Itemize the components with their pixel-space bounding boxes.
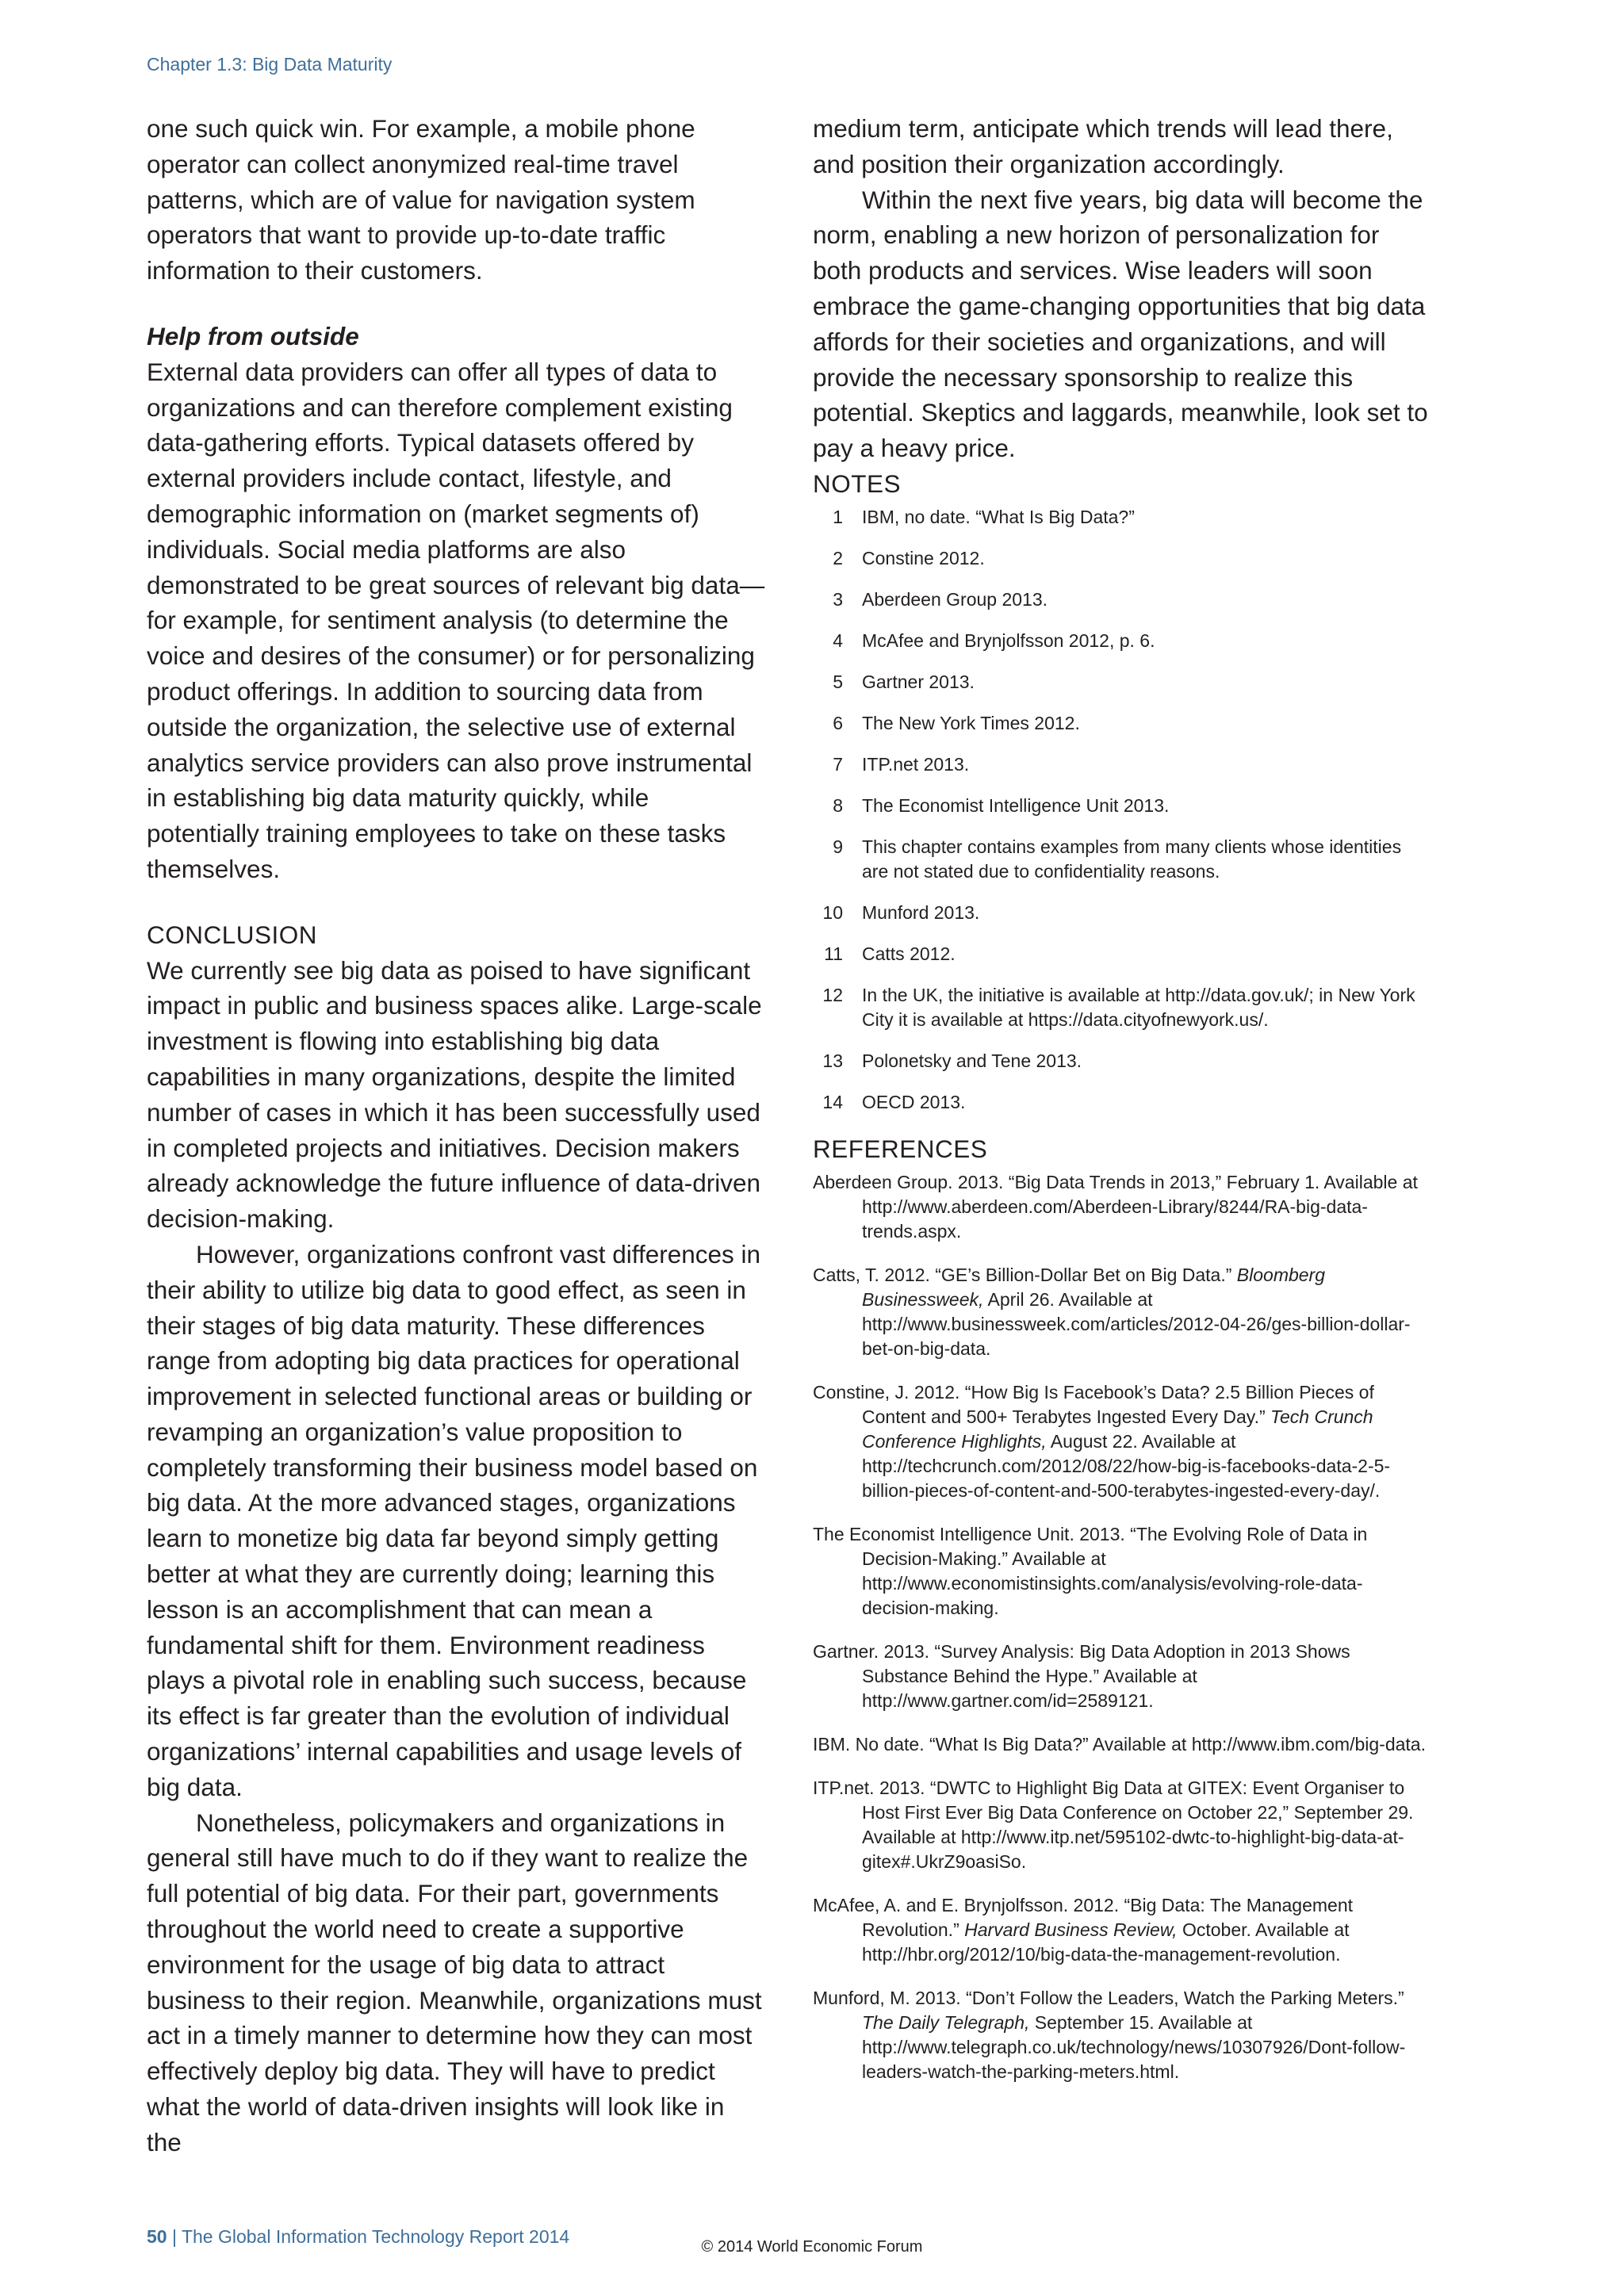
note-text: The Economist Intelligence Unit 2013. xyxy=(862,794,1170,816)
note-text: In the UK, the initiative is available at http://data.gov.uk/; in New York City it is available at https://data.cityofnewyork.us/. xyxy=(862,984,1415,1030)
note-item xyxy=(813,942,1431,966)
conclusion-heading: CONCLUSION xyxy=(147,920,318,949)
note-number: 4 xyxy=(833,629,843,651)
note-text: The New York Times 2012. xyxy=(862,712,1080,733)
note-item xyxy=(813,546,1431,571)
right-column xyxy=(813,111,1431,2103)
note-item xyxy=(813,670,1431,695)
note-number: 11 xyxy=(824,943,843,964)
note-number: 1 xyxy=(833,506,843,527)
note-number: 9 xyxy=(833,836,843,857)
note-text: Constine 2012. xyxy=(862,547,985,568)
references-heading: REFERENCES xyxy=(813,1134,988,1163)
body-paragraph: one such quick win. For example, a mobile phone operator can collect anonymized real-time travel patterns, which are of value for navigation system operators that want to provide up-to-date traffic information to their customers. xyxy=(147,114,695,285)
note-number: 5 xyxy=(833,671,843,692)
note-text: Catts 2012. xyxy=(862,943,956,964)
note-item xyxy=(813,587,1431,612)
note-text: OECD 2013. xyxy=(862,1091,966,1112)
notes-heading: NOTES xyxy=(813,469,902,498)
reference-ibm: IBM. No date. “What Is Big Data?” Available at http://www.ibm.com/big-data. xyxy=(813,1733,1426,1755)
reference-munford: Munford, M. 2013. “Don’t Follow the Leaders, Watch the Parking Meters.” The Daily Telegraph, September 15. Available at http://www.telegraph.co.uk/technology/news/10307926/Dont-follow-leaders-watch-the-parking-meters.html. xyxy=(813,1987,1406,2082)
page-number: 50 xyxy=(147,2226,167,2247)
note-text: Munford 2013. xyxy=(862,901,980,923)
note-item xyxy=(813,794,1431,818)
note-text: ITP.net 2013. xyxy=(862,753,970,775)
note-item xyxy=(813,711,1431,736)
body-paragraph: External data providers can offer all types of data to organizations and can therefore complement existing data-gathering efforts. Typical datasets offered by external providers include contact, lifestyle, and demographic information on (market segments of) individuals. Social media platforms are also demonstrated to be great sources of relevant big data—for example, for sentiment analysis (to determine the voice and desires of the consumer) or for personalizing product offerings. In addition to sourcing data from outside the organization, the selective use of external analytics service providers can also prove instrumental in establishing big data maturity quickly, while potentially training employees to take on these tasks themselves. xyxy=(147,357,765,883)
note-item xyxy=(813,835,1431,884)
note-number: 2 xyxy=(833,547,843,568)
note-text: McAfee and Brynjolfsson 2012, p. 6. xyxy=(862,629,1155,651)
note-text: This chapter contains examples from many clients whose identities are not stated due to confidentiality reasons. xyxy=(862,836,1402,882)
note-item xyxy=(813,983,1431,1032)
reference-catts: Catts, T. 2012. “GE’s Billion-Dollar Bet on Big Data.” Bloomberg Businessweek, April 26. Available at http://www.businessweek.com/articles/2012-04-26/ges-billion-dollar-bet-on-big-data. xyxy=(813,1264,1411,1359)
reference-aberdeen: Aberdeen Group. 2013. “Big Data Trends in 2013,” February 1. Available at http://www.aberdeen.com/Aberdeen-Library/8244/RA-big-data-trends.aspx. xyxy=(813,1171,1418,1242)
notes-list xyxy=(813,505,1431,1115)
note-number: 10 xyxy=(822,901,843,923)
left-column xyxy=(147,111,765,2160)
footer-separator: | xyxy=(171,2226,177,2247)
chapter-header: Chapter 1.3: Big Data Maturity xyxy=(147,54,393,75)
report-title: The Global Information Technology Report 2014 xyxy=(181,2226,570,2247)
note-number: 6 xyxy=(833,712,843,733)
body-paragraph: We currently see big data as poised to have significant impact in public and business spaces alike. Large-scale investment is flowing into establishing big data capabilities in many organizations, despite the limited number of cases in which it has been successfully used in completed projects and initiatives. Decision makers already acknowledge the future influence of data-driven decision-making. xyxy=(147,955,762,1234)
reference-constine: Constine, J. 2012. “How Big Is Facebook’s Data? 2.5 Billion Pieces of Content and 500+ Terabytes Ingested Every Day.” Tech Crunch Conference Highlights, August 22. Available at http://techcrunch.com/2012/08/22/how-big-is-facebooks-data-2-5-billion-pieces-of-content-and-500-terabytes-ingested-every-day/. xyxy=(813,1381,1391,1501)
note-item xyxy=(813,1090,1431,1115)
note-item xyxy=(813,752,1431,777)
body-paragraph: Within the next five years, big data will become the norm, enabling a new horizon of personalization for both products and services. Wise leaders will soon embrace the game-changing opportunities that big data affords for their societies and organizations, and will provide the necessary sponsorship to realize this potential. Skeptics and laggards, meanwhile, look set to pay a heavy price. xyxy=(813,185,1428,463)
note-text: Gartner 2013. xyxy=(862,671,975,692)
body-paragraph: However, organizations confront vast differences in their ability to utilize big data to good effect, as seen in their stages of big data maturity. These differences range from adopting big data practices for operational improvement in selected functional areas or building or revamping an organization’s value proposition to completely transforming their business model based on big data. At the more advanced stages, organizations learn to monetize big data far beyond simply getting better at what they are currently doing; learning this lesson is an accomplishment that can mean a fundamental shift for them. Environment readiness plays a pivotal role in enabling such success, because its effect is far greater than the evolution of individual organizations’ internal capabilities and usage levels of big data. xyxy=(147,1239,761,1801)
references-list xyxy=(813,1170,1431,2084)
note-item xyxy=(813,505,1431,530)
note-number: 3 xyxy=(833,588,843,610)
note-text: Polonetsky and Tene 2013. xyxy=(862,1050,1082,1071)
body-paragraph: Nonetheless, policymakers and organizations in general still have much to do if they want to realize the full potential of big data. For their part, governments throughout the world need to create a supportive environment for the usage of big data to attract business to their region. Meanwhile, organizations must act in a timely manner to determine how they can most effectively deploy big data. They will have to predict what the world of data-driven insights will look like in the xyxy=(147,1808,762,2156)
reference-gartner: Gartner. 2013. “Survey Analysis: Big Data Adoption in 2013 Shows Substance Behind the Hype.” Available at http://www.gartner.com/id=2589121. xyxy=(813,1640,1350,1711)
note-number: 12 xyxy=(822,984,843,1005)
reference-mcafee: McAfee, A. and E. Brynjolfsson. 2012. “Big Data: The Management Revolution.” Harvard Business Review, October. Available at http://hbr.org/2012/10/big-data-the-management-revolution. xyxy=(813,1894,1354,1965)
note-item xyxy=(813,1049,1431,1073)
reference-economist: The Economist Intelligence Unit. 2013. “The Evolving Role of Data in Decision-Making.” Available at http://www.economistinsights.com/analysis/evolving-role-data-decision-making. xyxy=(813,1523,1368,1618)
body-paragraph: medium term, anticipate which trends will lead there, and position their organization accordingly. xyxy=(813,114,1393,178)
section-subheading: Help from outside xyxy=(147,321,359,350)
copyright-notice: © 2014 World Economic Forum xyxy=(701,2238,923,2256)
note-text: Aberdeen Group 2013. xyxy=(862,588,1048,610)
note-number: 7 xyxy=(833,753,843,775)
note-item xyxy=(813,629,1431,653)
note-text: IBM, no date. “What Is Big Data?” xyxy=(862,506,1135,527)
note-item xyxy=(813,901,1431,925)
note-number: 14 xyxy=(822,1091,843,1112)
reference-itpnet: ITP.net. 2013. “DWTC to Highlight Big Data at GITEX: Event Organiser to Host First Ever Big Data Conference on October 22,” September 29. Available at http://www.itp.net/595102-dwtc-to-highlight-big-data-at-gitex#.UkrZ9oasiSo. xyxy=(813,1777,1414,1872)
note-number: 8 xyxy=(833,794,843,816)
note-number: 13 xyxy=(822,1050,843,1071)
